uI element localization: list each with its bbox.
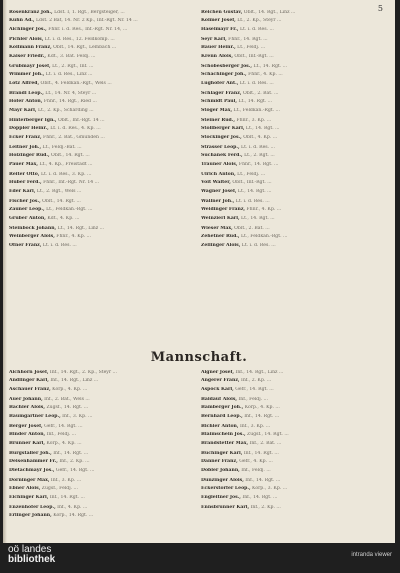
- entry-name: Bamberger Joh.,: [201, 405, 244, 411]
- entry-name: Leitner Joh.,: [9, 144, 42, 150]
- entry-detail: Fhnr., 14. Rgt. ...: [228, 36, 268, 42]
- register-entry: [9, 18, 199, 23]
- register-entry: [201, 451, 391, 456]
- entry-detail: Fhnr., 14. Rgt. ...: [238, 161, 279, 167]
- entry-detail: Lt., Feldj. ...: [237, 171, 266, 177]
- entry-name: Auer Johann,: [9, 396, 43, 402]
- entry-name: Steinbock Johann,: [9, 225, 57, 231]
- entry-detail: Fhnr., 4. Kp. ...: [56, 234, 91, 240]
- entry-detail: Lt. i. d. Res. ...: [239, 80, 274, 86]
- register-entry: [201, 505, 391, 510]
- entry-name: Bachler Alois,: [9, 405, 45, 411]
- register-entry: [9, 91, 199, 96]
- entry-name: Aspöck Karl,: [201, 386, 234, 392]
- entry-name: Doppler Heinr.,: [9, 126, 49, 132]
- register-entry: [9, 397, 199, 402]
- entry-name: Reichen Gustav,: [201, 10, 243, 15]
- entry-detail: Lt., Feldkan.-Rgt. ...: [233, 107, 280, 113]
- register-entry: [201, 37, 391, 42]
- register-entry: [9, 126, 199, 131]
- entry-name: Wallner Joh.,: [201, 198, 235, 204]
- library-logo[interactable]: [8, 545, 55, 565]
- register-entry: [201, 234, 391, 239]
- register-entry: [201, 414, 391, 419]
- register-entry: [201, 172, 391, 177]
- register-entry: [201, 432, 391, 437]
- entry-detail: Lt., 14. Rgt. ...: [241, 215, 275, 221]
- entry-name: Enzenhofer Leop.,: [9, 504, 56, 510]
- entry-name: Eichinger Karl,: [9, 494, 49, 500]
- entry-detail: Lt., Feldj. ...: [237, 45, 266, 51]
- register-entry: [201, 27, 391, 32]
- entry-name: Stöger Max,: [201, 107, 233, 113]
- entry-detail: Inf., 2. Kp. ...: [250, 504, 281, 510]
- entry-detail: Lt., 14. Nr. 4, Steyr ...: [45, 90, 97, 96]
- register-entry: [9, 459, 199, 464]
- register-entry: [9, 135, 199, 140]
- entry-detail: Zugsf., Feldj. ...: [41, 486, 78, 492]
- entry-name: Eder Karl,: [9, 188, 36, 194]
- register-entry: [201, 18, 391, 23]
- register-entry: [9, 72, 199, 77]
- register-entry: [201, 226, 391, 231]
- register-entry: [201, 54, 391, 59]
- register-entry: [201, 126, 391, 131]
- entry-name: Blaimschein Jos.,: [201, 432, 246, 438]
- entry-detail: Lt., Feldkan.-Rgt. ...: [46, 207, 93, 213]
- register-entry: [201, 405, 391, 410]
- entry-name: Weinzierl Karl,: [201, 215, 240, 221]
- entry-detail: Lt. i. d. Res. ...: [241, 144, 275, 150]
- entry-name: Ennsbrunner Karl,: [201, 504, 250, 510]
- entry-detail: Gefr., 14. Rgt. ...: [235, 386, 274, 392]
- entry-name: Seyr Karl,: [201, 36, 227, 42]
- entry-name: Krenn Alois,: [201, 53, 233, 59]
- entry-detail: Korp., 3. Kp. ...: [252, 486, 288, 492]
- register-entry: [201, 45, 391, 50]
- entry-name: Zellinger Alois,: [201, 242, 241, 248]
- register-entry: [9, 153, 199, 158]
- register-entry: [9, 37, 199, 42]
- entry-detail: Fhnr., 3. Kp. ...: [236, 117, 272, 123]
- entry-name: Brunner Karl,: [9, 440, 45, 446]
- entry-detail: Ldst. I, 1. Rgt., Bergsteiger, ...: [54, 10, 125, 15]
- entry-name: Aichinger Jos.,: [9, 26, 47, 32]
- register-entry: [9, 99, 199, 104]
- entry-detail: Inf., 14. Rgt., 2. Kp., Steyr ...: [49, 370, 117, 375]
- entry-name: Bauer Heinr.,: [201, 45, 236, 51]
- entry-name: Mayr Karl,: [9, 107, 37, 113]
- logo-line-1: oö landes: [8, 544, 52, 555]
- entry-detail: Lt. i. d. Res., 12. Feldkomp. ...: [44, 36, 115, 42]
- register-entry: [9, 45, 199, 50]
- entry-name: Reiter Otto,: [9, 171, 40, 177]
- page-gutter-shadow: [3, 0, 7, 543]
- register-entry: [201, 243, 391, 248]
- entry-detail: Korp., 14. Rgt. ...: [53, 513, 94, 519]
- entry-name: Engleitner Jos.,: [201, 494, 241, 500]
- entry-name: Schachinger Joh.,: [201, 72, 247, 78]
- entry-detail: Inf., 4. Kp. ...: [57, 504, 88, 510]
- register-entry: [201, 99, 391, 104]
- register-entry: [201, 180, 391, 185]
- register-entry: [9, 54, 199, 59]
- entry-detail: Lt., 2. Kp., Schärding ...: [37, 107, 94, 113]
- entry-detail: Lt., 2. Rgt., Inf. ...: [52, 63, 94, 69]
- entry-detail: Oblt., Inf.-Rgt. ...: [234, 53, 274, 59]
- entry-name: Kolmer Josef,: [201, 18, 236, 24]
- entry-name: Erlinger Johann,: [9, 513, 52, 519]
- entry-name: Weinberger Alois,: [9, 234, 55, 240]
- register-entry: [9, 378, 199, 383]
- entry-name: Dobler Johann,: [201, 467, 240, 473]
- entry-name: Aschauer Franz,: [9, 386, 51, 392]
- register-entry: [9, 145, 199, 150]
- register-entry: [9, 10, 199, 15]
- register-entry: [9, 405, 199, 410]
- entry-detail: Lt., 2. Kp., Steyr ...: [237, 18, 282, 24]
- register-entry: [201, 162, 391, 167]
- register-entry: [9, 216, 199, 221]
- entry-detail: Inf., Feldj. ...: [241, 467, 271, 473]
- register-entry: [201, 64, 391, 69]
- register-entry: [9, 172, 199, 177]
- entry-name: Schmidt Paul,: [201, 99, 237, 105]
- register-entry: [9, 118, 199, 123]
- entry-name: Eckerstorfer Leop.,: [201, 486, 251, 492]
- register-entry: [9, 243, 199, 248]
- register-entry: [201, 189, 391, 194]
- register-entry: [201, 486, 391, 491]
- entry-detail: Oblt., 14. Rgt. ...: [51, 153, 90, 159]
- entry-name: Weidinger Franz,: [201, 207, 246, 213]
- register-entry: [9, 486, 199, 491]
- entry-name: Zehetner Rud.,: [201, 234, 240, 240]
- entry-detail: Inf., 2. Bat. ...: [249, 440, 282, 446]
- register-entry: [9, 432, 199, 437]
- register-entry: [201, 424, 391, 429]
- register-entry: [9, 27, 199, 32]
- entry-name: Ofner Franz,: [9, 242, 42, 248]
- entry-name: Trauner Alois,: [201, 161, 238, 167]
- entry-name: Ebner Alois,: [9, 486, 41, 492]
- entry-name: Kollmann Franz,: [9, 45, 52, 51]
- entry-name: Deisenhammer Fr.,: [9, 459, 58, 465]
- page-number: 5: [377, 4, 383, 13]
- entry-detail: Lt., 2. Rgt. ...: [244, 153, 275, 159]
- register-entry: [201, 118, 391, 123]
- register-entry: [9, 81, 199, 86]
- entry-detail: Inf., Feldj. ...: [238, 396, 268, 402]
- entry-detail: Inf., 2. Bat., Wels ...: [44, 396, 90, 402]
- entry-detail: Oblt., 2. Bat. ...: [242, 90, 279, 96]
- entry-detail: Ldst. 2 Bat, 14. Nr. 2 Kp., Inf.-Rgt. Nr. 14 ...: [35, 18, 138, 24]
- entry-name: Brandstetter Max,: [201, 440, 249, 446]
- register-entry: [201, 81, 391, 86]
- register-entry: [9, 64, 199, 69]
- register-entry: [9, 180, 199, 185]
- lower-right-column: [201, 370, 391, 513]
- entry-name: Schobesberger Jos.,: [201, 63, 252, 69]
- entry-name: Grubmayr Josef,: [9, 63, 51, 69]
- entry-detail: Korp., 4. Kp. ...: [52, 386, 88, 392]
- entry-name: Bichler Anton,: [201, 423, 239, 429]
- viewer-brand[interactable]: intranda viewer: [351, 552, 392, 558]
- register-entry: [201, 153, 391, 158]
- entry-name: Fischer Jos.,: [9, 198, 41, 204]
- entry-detail: Zugsf., 14. Rgt. ...: [46, 405, 89, 411]
- entry-name: Angerer Franz,: [201, 378, 240, 384]
- entry-detail: Lt., Feldj.-Bat. ...: [42, 144, 82, 150]
- entry-name: Wieser Max,: [201, 225, 233, 231]
- entry-detail: Lt., 14. Rgt. ...: [238, 99, 273, 105]
- entry-detail: Lt., Feldkan.-Rgt. ...: [240, 234, 288, 240]
- entry-detail: Kdt., 4. Kp. ...: [47, 215, 80, 221]
- entry-detail: Oblt., 4. Feldkan.-Rgt., Wels ...: [40, 80, 112, 86]
- entry-name: Huber Ferd.,: [9, 180, 42, 186]
- entry-detail: Inf., 14. Rgt. ...: [242, 494, 278, 500]
- register-entry: [201, 207, 391, 212]
- entry-detail: Inf., 3. Kp. ...: [239, 423, 271, 429]
- register-entry: [201, 199, 391, 204]
- entry-name: Baumgartner Leop.,: [9, 413, 61, 419]
- entry-detail: Oblt., Inf.-Rgt. ...: [232, 180, 272, 186]
- register-entry: [201, 441, 391, 446]
- entry-name: Aichhorn Josef,: [9, 370, 49, 375]
- entry-name: Kaiser Friedr.,: [9, 53, 46, 59]
- upper-left-column: [9, 10, 199, 253]
- entry-detail: Fhnr., 4. Kp. ...: [248, 72, 283, 78]
- entry-detail: Inf., 2. Kp. ...: [59, 459, 90, 465]
- entry-detail: Inf., 3. Kp. ...: [62, 413, 93, 419]
- entry-detail: Lt. i. d. Res., 3. Kp. ...: [40, 171, 92, 177]
- register-entry: [201, 397, 391, 402]
- entry-name: Wagner Josef,: [201, 188, 237, 194]
- register-entry: [9, 226, 199, 231]
- entry-name: Voit Walter,: [201, 180, 231, 186]
- entry-name: Binder Anton,: [9, 432, 46, 438]
- entry-detail: Zugsf., 14. Rgt. ...: [247, 432, 289, 438]
- entry-name: Ulrich Anton,: [201, 171, 236, 177]
- entry-name: Holzinger Rud.,: [9, 153, 50, 159]
- entry-detail: Oblt., Inf.-Rgt. 14 ...: [57, 117, 105, 123]
- entry-name: Rosenkranz Joh.,: [9, 10, 53, 15]
- register-entry: [9, 505, 199, 510]
- viewer-footer: [0, 543, 400, 573]
- entry-detail: Fhnr. i. d. Res., Inf.-Rgt. Nr. 14, ...: [48, 26, 128, 32]
- entry-detail: Fhnr., 14. Rgt., Ried ...: [43, 99, 97, 105]
- register-entry: [201, 370, 391, 375]
- entry-name: Berger Josef,: [9, 423, 43, 429]
- entry-name: Stockinger Jos.,: [201, 134, 242, 140]
- entry-name: Dorninger Max,: [9, 477, 50, 483]
- entry-name: Dietachmayr Jos.,: [9, 467, 55, 473]
- register-entry: [201, 468, 391, 473]
- register-entry: [201, 135, 391, 140]
- entry-name: Strasser Leop.,: [201, 144, 240, 150]
- register-entry: [9, 513, 199, 518]
- entry-name: Stollberger Karl,: [201, 126, 245, 132]
- entry-name: Aigner Josef,: [201, 370, 235, 375]
- entry-detail: Lt. i. d. Res., 4. Kp. ...: [50, 126, 101, 132]
- entry-name: Hofer Anton,: [9, 99, 43, 105]
- register-entry: [201, 145, 391, 150]
- entry-name: Burgstaller Joh.,: [9, 450, 52, 456]
- entry-detail: Inf., Feldj. ...: [46, 432, 77, 438]
- entry-name: Buchinger Karl,: [201, 450, 243, 456]
- entry-name: Ecker Franz,: [9, 134, 42, 140]
- entry-detail: Lt., 14. Rgt. ...: [245, 126, 280, 132]
- entry-detail: Lt., 14. Rgt. ...: [237, 188, 272, 194]
- upper-right-column: [201, 10, 391, 253]
- entry-detail: Kdt., 3. Bat. Feldj. ...: [47, 53, 96, 59]
- entry-detail: Inf., 14. Rgt. ...: [244, 413, 280, 419]
- entry-detail: Inf., 14. Rgt., Linz ...: [50, 378, 99, 384]
- entry-detail: Inf., 14. Rgt. ...: [49, 494, 85, 500]
- register-entry: [9, 387, 199, 392]
- entry-name: Steiner Rud.,: [201, 117, 235, 123]
- register-entry: [201, 495, 391, 500]
- logo-line-2: bibliothek: [8, 554, 56, 565]
- register-entry: [9, 414, 199, 419]
- register-entry: [9, 207, 199, 212]
- lower-left-column: [9, 370, 199, 522]
- register-entry: [9, 199, 199, 204]
- entry-detail: Inf., 2. Kp. ...: [241, 378, 272, 384]
- entry-detail: Inf., 14. Rgt., Linz ...: [235, 370, 284, 375]
- register-entry: [201, 378, 391, 383]
- entry-detail: Oblt., 14. Rgt. ...: [42, 198, 81, 204]
- entry-detail: Gefr., 4. Kp. ...: [239, 459, 273, 465]
- register-entry: [201, 216, 391, 221]
- entry-name: Dunzinger Alois,: [201, 477, 244, 483]
- entry-detail: Lt., 14. Rgt., Linz ...: [57, 225, 105, 231]
- entry-detail: Gefr., 14. Rgt. ...: [55, 467, 95, 473]
- entry-name: Baldauf Alois,: [201, 396, 238, 402]
- entry-detail: Fhnr., Inf.-Rgt. Nr. 14 ...: [43, 180, 100, 186]
- register-entry: [9, 478, 199, 483]
- entry-name: Pauer Max,: [9, 161, 38, 167]
- register-entry: [201, 108, 391, 113]
- entry-detail: Lt. i. d. Res., Linz ...: [45, 72, 93, 78]
- entry-detail: Fhnr., 4. Kp. ...: [246, 207, 282, 213]
- register-entry: [9, 451, 199, 456]
- entry-detail: Oblt., 2. Bat. ...: [234, 225, 270, 231]
- register-entry: [9, 495, 199, 500]
- entry-detail: Lt. i. d. Res. ...: [239, 26, 274, 32]
- register-entry: [201, 72, 391, 77]
- entry-detail: Korp., 4. Kp. ...: [46, 440, 82, 446]
- entry-detail: Lt., 4. Kp., Freistadt ...: [39, 161, 93, 167]
- register-entry: [201, 387, 391, 392]
- entry-detail: Lt. i. d. Res. ...: [241, 242, 276, 248]
- entry-detail: Oblt., 14. Rgt., Linz ...: [243, 10, 296, 15]
- scanned-page: [3, 0, 395, 543]
- entry-detail: Inf., 14. Rgt. ...: [53, 450, 89, 456]
- entry-name: Bernhard Leop.,: [201, 413, 243, 419]
- entry-detail: Inf., 14. Rgt. ...: [243, 450, 279, 456]
- entry-name: Lughofer Ant.,: [201, 80, 239, 86]
- entry-detail: Lt. i. d. Res. ...: [235, 198, 270, 204]
- entry-name: Gruber Anton,: [9, 215, 46, 221]
- entry-detail: Lt., 14. Rgt. ...: [253, 63, 288, 69]
- register-entry: [9, 468, 199, 473]
- entry-detail: Inf., 3. Kp. ...: [50, 477, 82, 483]
- entry-detail: Gefr., 14. Rgt. ...: [44, 423, 83, 429]
- register-entry: [9, 162, 199, 167]
- entry-detail: Korp., 4. Kp. ...: [244, 405, 280, 411]
- entry-name: Danner Franz,: [201, 459, 238, 465]
- entry-name: Suchanek Ferd.,: [201, 153, 243, 159]
- entry-detail: Fhnr., 2. Bat., Gmunden ...: [43, 134, 105, 140]
- entry-detail: Lt. i. d. Res. ...: [42, 242, 77, 248]
- register-entry: [9, 189, 199, 194]
- register-entry: [9, 441, 199, 446]
- register-entry: [9, 108, 199, 113]
- entry-detail: Inf., 14. Rgt. ...: [245, 477, 281, 483]
- entry-name: Zauner Leop.,: [9, 207, 45, 213]
- register-entry: [201, 478, 391, 483]
- register-entry: [9, 234, 199, 239]
- entry-name: Lotz Alfred,: [9, 80, 40, 86]
- section-heading: Mannschaft.: [150, 350, 248, 365]
- entry-name: Haselmayr Fr.,: [201, 26, 239, 32]
- entry-name: Pichler Alois,: [9, 36, 44, 42]
- entry-name: Wimmer Joh.,: [9, 72, 45, 78]
- entry-name: Schlager Franz,: [201, 90, 242, 96]
- register-entry: [201, 459, 391, 464]
- entry-name: Kuhn Ad.,: [9, 18, 35, 24]
- entry-detail: Lt., 2. Rgt., Wels ...: [36, 188, 82, 194]
- register-entry: [9, 424, 199, 429]
- entry-name: Andlinger Karl,: [9, 378, 49, 384]
- entry-detail: Oblt., 4. Kp. ...: [243, 134, 278, 140]
- entry-detail: Oblt., 14. Rgt., Lembach ...: [53, 45, 117, 51]
- register-entry: [9, 370, 199, 375]
- register-entry: [201, 10, 391, 15]
- entry-name: Hinterberger Ign.,: [9, 117, 57, 123]
- register-entry: [201, 91, 391, 96]
- entry-name: Brandl Leop.,: [9, 90, 44, 96]
